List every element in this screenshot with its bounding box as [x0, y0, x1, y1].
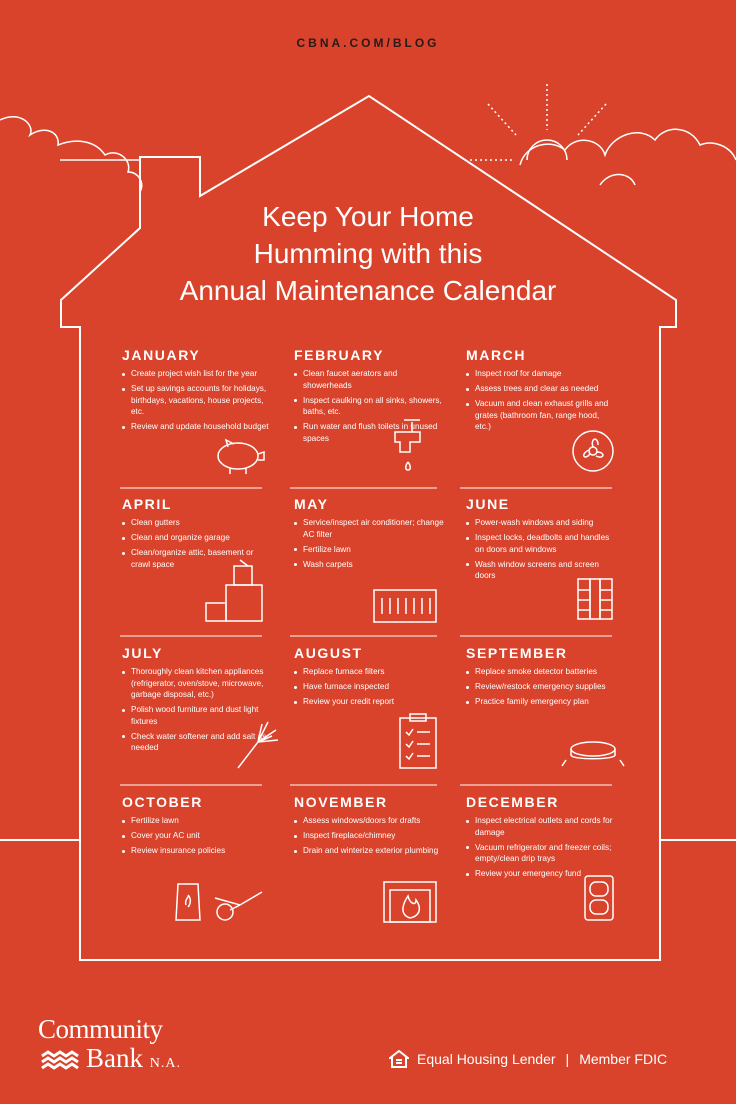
- month-heading: OCTOBER: [122, 794, 203, 810]
- task-item: Drain and winterize exterior plumbing: [294, 845, 444, 857]
- task-item: Inspect locks, deadbolts and handles on doors and windows: [466, 532, 616, 555]
- month-block-september: [466, 645, 616, 711]
- footer-separator: |: [565, 1051, 570, 1067]
- footer: [389, 1050, 667, 1068]
- task-list: [294, 666, 444, 708]
- month-block-july: [122, 645, 272, 757]
- task-list: [294, 368, 444, 444]
- month-heading: APRIL: [122, 496, 172, 512]
- window-shutters-icon: [578, 579, 612, 619]
- task-item: Service/inspect air conditioner; change AC filter: [294, 517, 444, 540]
- month-heading: AUGUST: [294, 645, 363, 661]
- month-heading: JUNE: [466, 496, 510, 512]
- blog-url[interactable]: CBNA.COM/BLOG: [296, 36, 440, 50]
- task-item: Practice family emergency plan: [466, 696, 616, 708]
- task-item: Clean faucet aerators and showerheads: [294, 368, 444, 391]
- brand-line-2: Bank: [86, 1043, 143, 1073]
- month-block-august: [294, 645, 444, 711]
- task-item: Run water and flush toilets in unused spaces: [294, 421, 444, 444]
- task-list: [466, 368, 616, 433]
- exhaust-fan-icon: [573, 431, 613, 471]
- month-block-may: [294, 496, 444, 574]
- task-item: Power-wash windows and siding: [466, 517, 616, 529]
- task-item: Inspect electrical outlets and cords for damage: [466, 815, 616, 838]
- cloud-right-icon: [520, 129, 736, 185]
- task-item: Fertilize lawn: [122, 815, 272, 827]
- member-fdic: Member FDIC: [579, 1051, 668, 1067]
- title-line-1: Keep Your Home: [262, 201, 474, 232]
- task-list: [122, 517, 272, 570]
- task-item: Thoroughly clean kitchen appliances (refrigerator, oven/stove, microwave, garbage disposal, etc.): [122, 666, 272, 701]
- task-item: Review your credit report: [294, 696, 444, 708]
- task-list: [466, 815, 616, 880]
- task-list: [294, 815, 444, 857]
- smoke-detector-icon: [562, 742, 624, 766]
- task-item: Clean gutters: [122, 517, 272, 529]
- equal-housing-icon: [389, 1050, 409, 1068]
- equal-housing-lender: Equal Housing Lender: [417, 1051, 556, 1067]
- month-block-june: [466, 496, 616, 585]
- task-item: Fertilize lawn: [294, 544, 444, 556]
- title-line-2: Humming with this: [253, 238, 483, 269]
- task-list: [466, 666, 616, 708]
- task-list: [122, 666, 272, 754]
- month-heading: NOVEMBER: [294, 794, 388, 810]
- fertilizer-bag-icon: [176, 884, 200, 920]
- month-block-february: [294, 347, 444, 448]
- task-item: Clean/organize attic, basement or crawl space: [122, 547, 272, 570]
- month-heading: MARCH: [466, 347, 527, 363]
- task-item: Vacuum refrigerator and freezer coils; empty/clean drip trays: [466, 842, 616, 865]
- title-line-3: Annual Maintenance Calendar: [179, 275, 557, 306]
- month-heading: FEBRUARY: [294, 347, 385, 363]
- task-item: Check water softener and add salt as needed: [122, 731, 272, 754]
- month-heading: MAY: [294, 496, 329, 512]
- fireplace-icon: [384, 882, 436, 922]
- brand-suffix: N.A.: [149, 1056, 181, 1071]
- task-item: Cover your AC unit: [122, 830, 272, 842]
- month-heading: JANUARY: [122, 347, 201, 363]
- bank-mark-icon: [40, 1050, 80, 1070]
- month-block-april: [122, 496, 272, 574]
- task-item: Review your emergency fund: [466, 868, 616, 880]
- air-vent-icon: [374, 590, 436, 622]
- sun-icon: [470, 84, 606, 160]
- month-block-october: [122, 794, 272, 860]
- task-list: [122, 815, 272, 857]
- wheelbarrow-icon: [215, 892, 262, 920]
- brand-line-1: Community: [38, 1014, 163, 1044]
- month-block-january: [122, 347, 272, 436]
- task-item: Review/restock emergency supplies: [466, 681, 616, 693]
- task-item: Clean and organize garage: [122, 532, 272, 544]
- task-item: Assess trees and clear as needed: [466, 383, 616, 395]
- piggy-bank-icon: [218, 440, 264, 474]
- task-item: Have furnace inspected: [294, 681, 444, 693]
- cloud-left-icon: [0, 117, 142, 192]
- month-block-december: [466, 794, 616, 883]
- month-heading: JULY: [122, 645, 163, 661]
- task-item: Inspect fireplace/chimney: [294, 830, 444, 842]
- task-item: Replace smoke detector batteries: [466, 666, 616, 678]
- page-title: [100, 198, 636, 309]
- task-item: Vacuum and clean exhaust grills and grates (bathroom fan, range hood, etc.): [466, 398, 616, 433]
- task-list: [122, 368, 272, 433]
- clipboard-checklist-icon: [400, 714, 436, 768]
- task-item: Wash window screens and screen doors: [466, 559, 616, 582]
- community-bank-logo: [38, 1014, 181, 1078]
- task-list: [294, 517, 444, 570]
- month-block-march: [466, 347, 616, 436]
- month-heading: SEPTEMBER: [466, 645, 568, 661]
- task-item: Inspect caulking on all sinks, showers, baths, etc.: [294, 395, 444, 418]
- task-item: Assess windows/doors for drafts: [294, 815, 444, 827]
- task-list: [466, 517, 616, 582]
- task-item: Wash carpets: [294, 559, 444, 571]
- task-item: Review and update household budget: [122, 421, 272, 433]
- task-item: Polish wood furniture and dust light fixtures: [122, 704, 272, 727]
- task-item: Create project wish list for the year: [122, 368, 272, 380]
- task-item: Replace furnace filters: [294, 666, 444, 678]
- month-block-november: [294, 794, 444, 860]
- task-item: Set up savings accounts for holidays, birthdays, vacations, house projects, etc.: [122, 383, 272, 418]
- task-item: Review insurance policies: [122, 845, 272, 857]
- month-heading: DECEMBER: [466, 794, 559, 810]
- task-item: Inspect roof for damage: [466, 368, 616, 380]
